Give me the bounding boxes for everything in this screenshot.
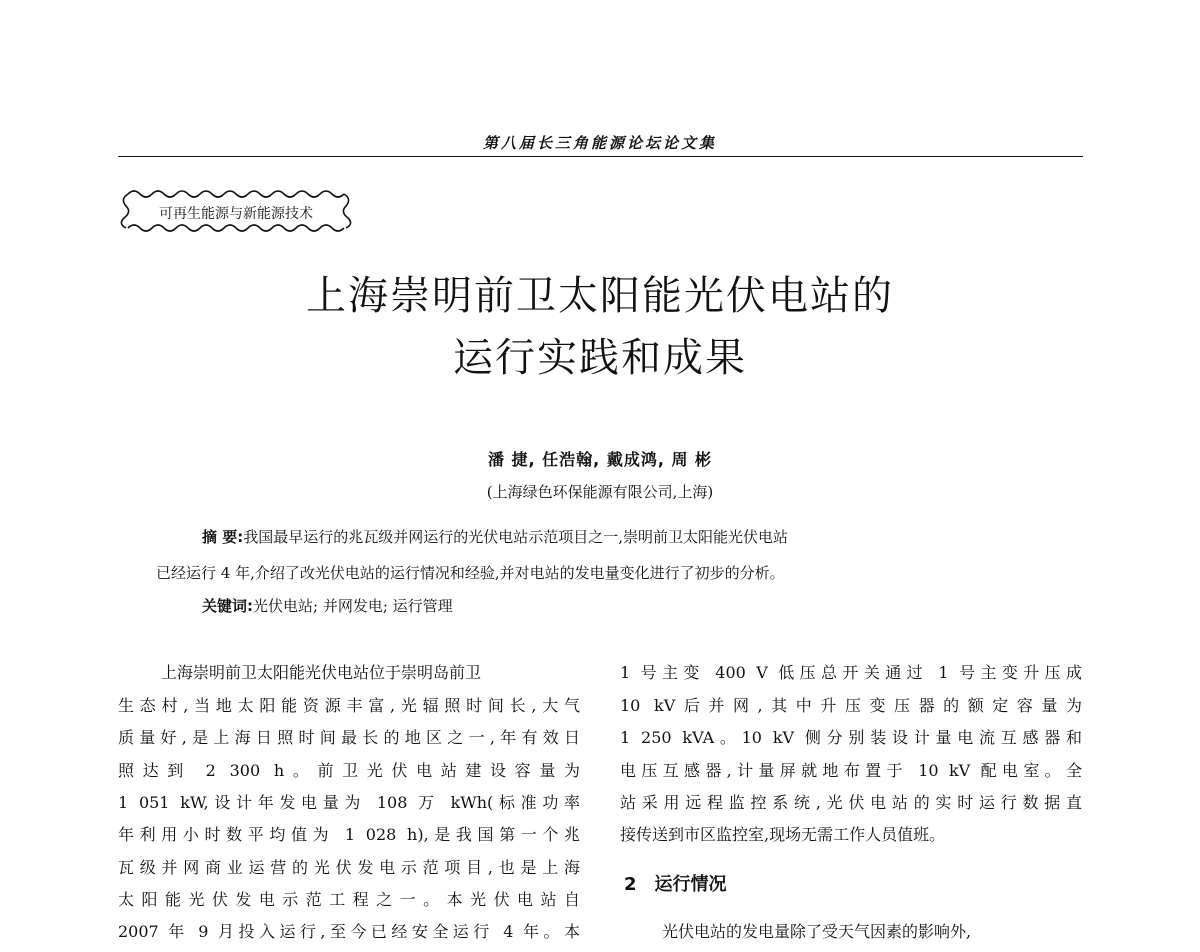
body-paragraph-line: 瓦级并网商业运营的光伏发电示范项目,也是上海 [118,858,580,877]
body-paragraph-line: 太阳能光伏发电示范工程之一。本光伏电站自 [118,890,580,909]
body-paragraph-line: 光伏电站的发电量除了受天气因素的影响外, [662,922,972,941]
body-paragraph-line: 年利用小时数平均值为 1 028 h),是我国第一个兆 [118,825,580,844]
authors: 潘 捷, 任浩翰, 戴成鸿, 周 彬 [487,450,713,469]
body-paragraph-line: 生态村,当地太阳能资源丰富,光辐照时间长,大气 [118,696,580,715]
section-tag [120,186,352,236]
header-rule [118,156,1083,157]
body-paragraph-line: 1 号主变 400 V 低压总开关通过 1 号主变升压成 [620,663,1082,682]
section-title: 运行情况 [654,874,727,895]
body-paragraph-line: 上海崇明前卫太阳能光伏电站位于崇明岛前卫 [161,663,482,682]
paper-title-line-1: 上海崇明前卫太阳能光伏电站的 [306,273,894,319]
section-heading [624,870,727,896]
running-header: 第八届长三角能源论坛论文集 [482,134,717,152]
body-paragraph-line: 10 kV后并网,其中升压变压器的额定容量为 [620,696,1082,715]
abstract [202,526,788,547]
body-paragraph-line-last: 接传送到市区监控室,现场无需工作人员值班。 [620,825,946,844]
keywords-label: 关键词: [202,597,253,615]
body-paragraph-line: 站采用远程监控系统,光伏电站的实时运行数据直 [620,793,1082,812]
body-paragraph-line: 1 250 kVA。10 kV 侧分别装设计量电流互感器和 [620,728,1082,747]
section-number: 2 [624,874,637,895]
body-paragraph-line: 照达到 2 300 h。前卫光伏电站建设容量为 [118,761,580,780]
keywords-text: 光伏电站; 并网发电; 运行管理 [253,597,453,615]
body-paragraph-line: 电压互感器,计量屏就地布置于 10 kV 配电室。全 [620,761,1082,780]
body-paragraph-line: 质量好,是上海日照时间最长的地区之一,年有效日 [118,728,580,747]
keywords [202,595,453,616]
body-paragraph-line: 1 051 kW,设计年发电量为 108 万 kWh(标准功率 [118,793,580,812]
affiliation: (上海绿色环保能源有限公司,上海) [486,483,714,501]
abstract-text-line-2: 已经运行 4 年,介绍了改光伏电站的运行情况和经验,并对电站的发电量变化进行了初步的分析。 [156,564,785,582]
paper-title-line-2: 运行实践和成果 [453,335,747,381]
section-tag-label: 可再生能源与新能源技术 [159,206,313,222]
abstract-text-line-1: 我国最早运行的兆瓦级并网运行的光伏电站示范项目之一,崇明前卫太阳能光伏电站 [243,528,789,546]
body-paragraph-line: 2007 年 9 月投入运行,至今已经安全运行 4 年。本 [118,922,580,941]
abstract-label: 摘 要: [202,528,244,546]
